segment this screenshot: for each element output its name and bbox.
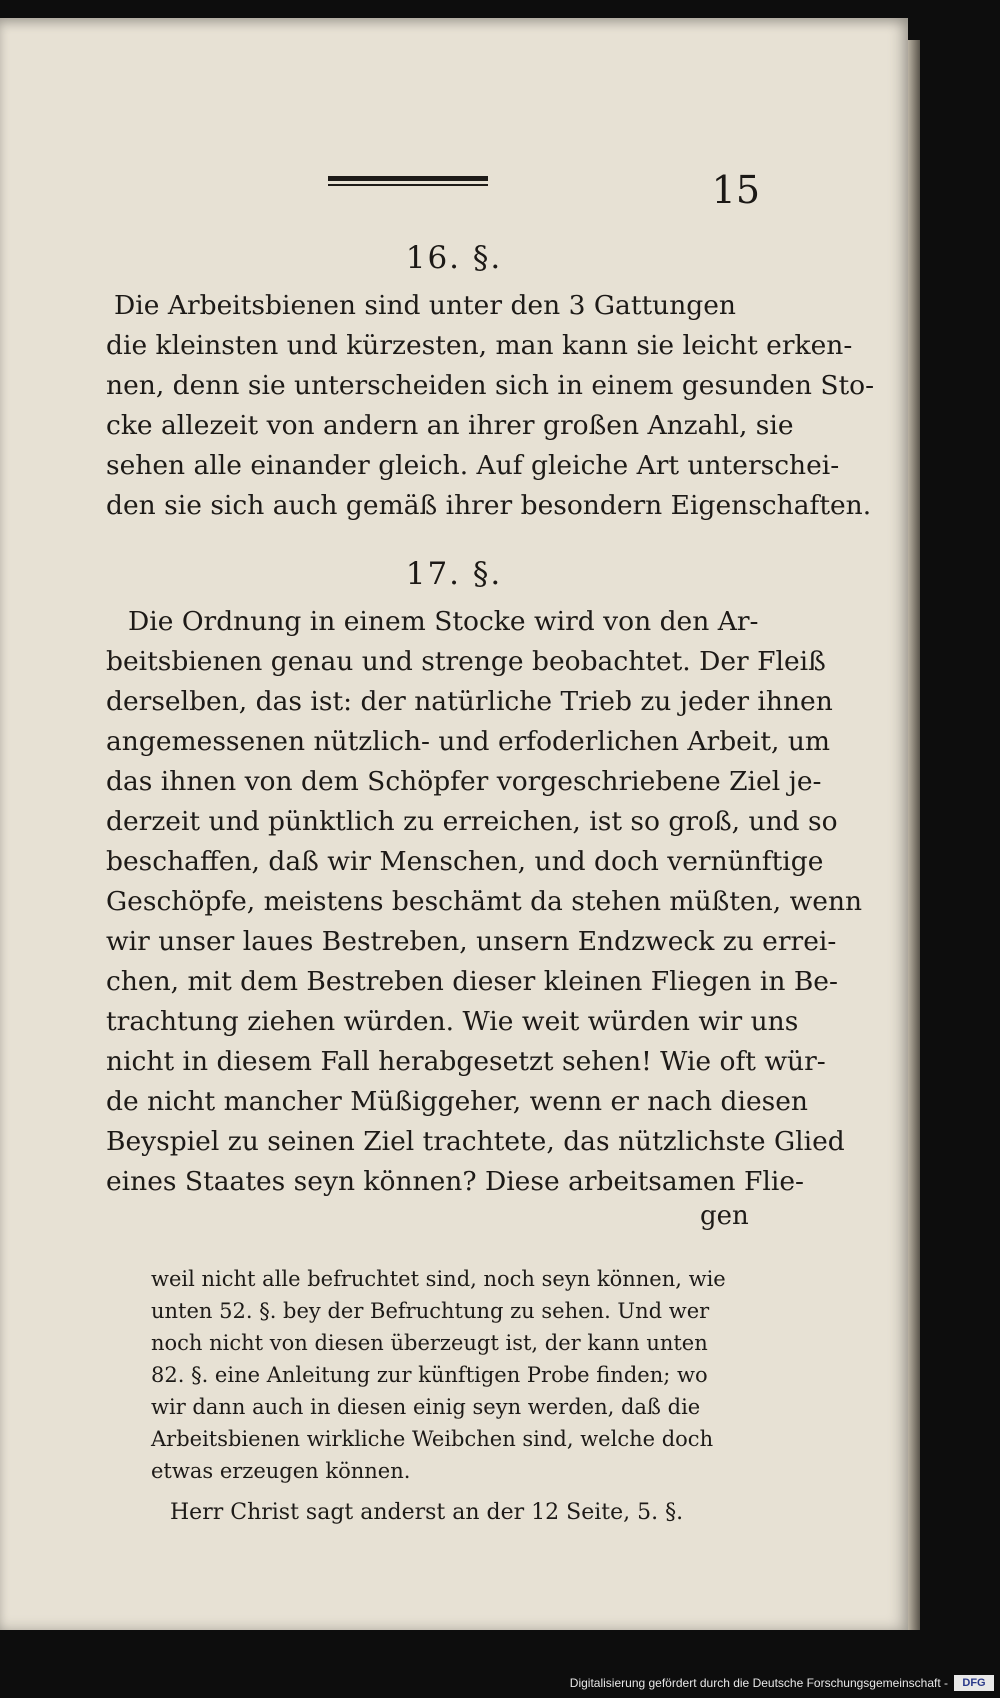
footnote-line: noch nicht von diesen überzeugt ist, der kann unten	[151, 1331, 708, 1355]
text-line: trachtung ziehen würden. Wie weit würden wir uns	[106, 1006, 799, 1037]
text-line: cke allezeit von andern an ihrer großen Anzahl, sie	[106, 410, 794, 441]
text-line: Die Arbeitsbienen sind unter den 3 Gattungen	[114, 290, 736, 321]
footer-credit: Digitalisierung gefördert durch die Deutsche Forschungsgemeinschaft -	[569, 1676, 948, 1690]
text-line: die kleinsten und kürzesten, man kann sie leicht erken-	[106, 330, 853, 361]
digitization-footer	[0, 1672, 1000, 1698]
footnote-line: wir dann auch in diesen einig seyn werden, daß die	[151, 1395, 701, 1419]
footnote-signoff: Herr Christ sagt anderst an der 12 Seite, 5. §.	[170, 1500, 684, 1525]
text-line: eines Staates seyn können? Diese arbeitsamen Flie-	[106, 1166, 804, 1197]
footnote-line: unten 52. §. bey der Befruchtung zu sehen. Und wer	[151, 1299, 710, 1323]
text-line: nen, denn sie unterscheiden sich in einem gesunden Sto-	[106, 370, 875, 401]
paragraph-16	[106, 286, 875, 526]
text-line: de nicht mancher Müßiggeher, wenn er nach diesen	[106, 1086, 808, 1117]
dfg-logo-icon: DFG	[954, 1675, 994, 1691]
page-edge	[908, 40, 920, 1630]
footnote-line: Arbeitsbienen wirkliche Weibchen sind, welche doch	[151, 1427, 714, 1451]
section-heading-17: 17. §.	[405, 556, 503, 592]
header-rule	[328, 176, 488, 186]
section-heading-16: 16. §.	[405, 240, 503, 276]
text-line: wir unser laues Bestreben, unsern Endzweck zu errei-	[106, 926, 837, 957]
footnote-line: 82. §. eine Anleitung zur künftigen Probe finden; wo	[151, 1363, 708, 1387]
text-line: beschaffen, daß wir Menschen, und doch vernünftige	[106, 846, 824, 877]
text-line: das ihnen von dem Schöpfer vorgeschriebene Ziel je-	[106, 766, 822, 797]
text-line: beitsbienen genau und strenge beobachtet. Der Fleiß	[106, 646, 826, 677]
text-line: chen, mit dem Bestreben dieser kleinen Fliegen in Be-	[106, 966, 838, 997]
catchword: gen	[700, 1201, 749, 1231]
page-number: 15	[711, 168, 760, 212]
text-line: angemessenen nützlich- und erfoderlichen Arbeit, um	[106, 726, 831, 757]
text-line: sehen alle einander gleich. Auf gleiche Art unterschei-	[106, 450, 840, 481]
paragraph-17	[106, 602, 863, 1202]
footnote-line: weil nicht alle befruchtet sind, noch seyn können, wie	[151, 1267, 726, 1291]
text-line: Die Ordnung in einem Stocke wird von den Ar-	[128, 606, 759, 637]
footnote-line: etwas erzeugen können.	[151, 1459, 411, 1483]
text-line: Geschöpfe, meistens beschämt da stehen müßten, wenn	[106, 886, 863, 917]
book-page	[0, 18, 908, 1630]
text-line: derselben, das ist: der natürliche Trieb zu jeder ihnen	[106, 686, 833, 717]
text-line: derzeit und pünktlich zu erreichen, ist so groß, und so	[106, 806, 838, 837]
footnote	[151, 1263, 781, 1487]
text-line: Beyspiel zu seinen Ziel trachtete, das nützlichste Glied	[106, 1126, 845, 1157]
text-line: den sie sich auch gemäß ihrer besondern Eigenschaften.	[106, 490, 872, 521]
text-line: nicht in diesem Fall herabgesetzt sehen! Wie oft wür-	[106, 1046, 826, 1077]
